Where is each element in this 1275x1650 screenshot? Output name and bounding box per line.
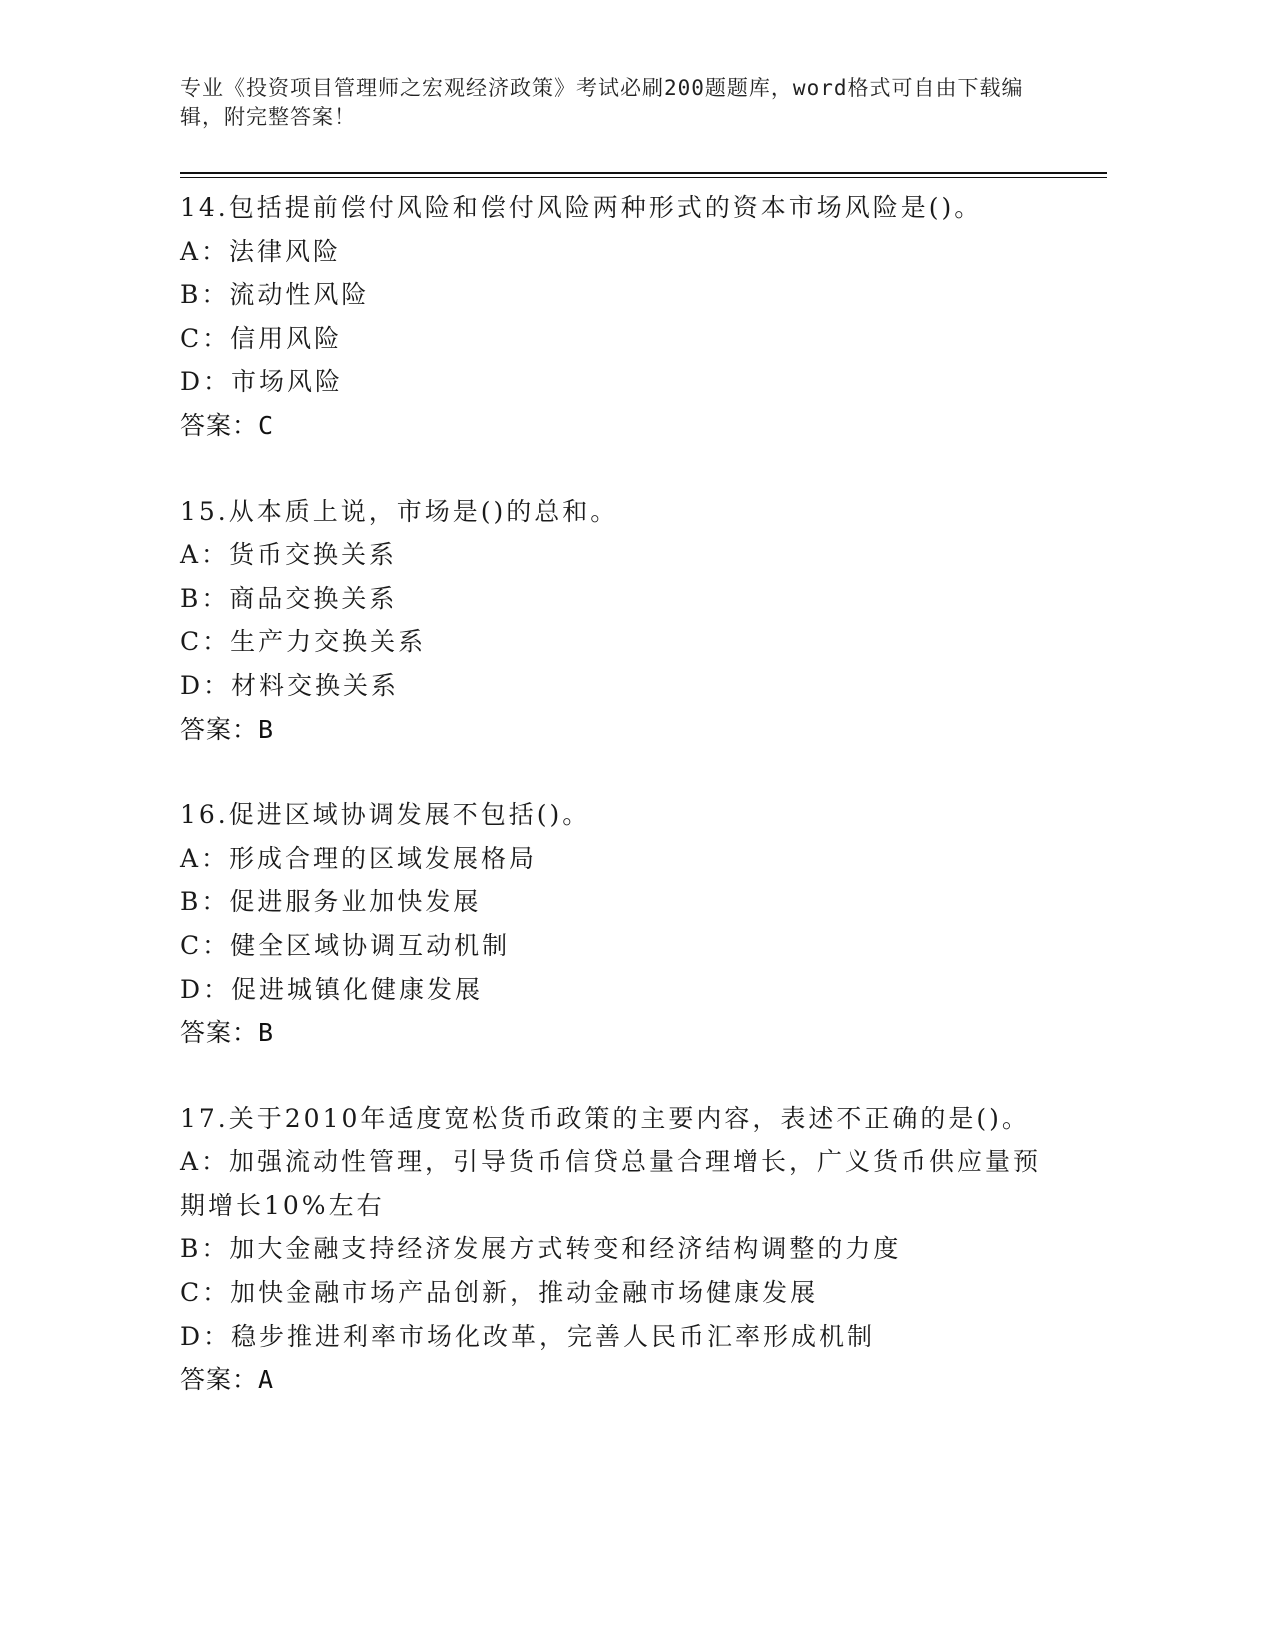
question-stem: 17.关于2010年适度宽松货币政策的主要内容，表述不正确的是()。 bbox=[180, 1103, 1030, 1133]
option-c: C：健全区域协调互动机制 bbox=[180, 930, 511, 960]
option-c: C：信用风险 bbox=[180, 323, 343, 353]
option-d: D：稳步推进利率市场化改革，完善人民币汇率形成机制 bbox=[180, 1321, 876, 1351]
question-14 bbox=[180, 186, 1060, 448]
question-17 bbox=[180, 1097, 1060, 1402]
question-stem: 16.促进区域协调发展不包括()。 bbox=[180, 800, 591, 830]
option-b: B：促进服务业加快发展 bbox=[180, 887, 482, 917]
question-15 bbox=[180, 490, 1060, 752]
document-header: 专业《投资项目管理师之宏观经济政策》考试必刷200题题库，word格式可自由下载编辑，附完整答案！ bbox=[180, 76, 1024, 129]
option-a: A：加强流动性管理，引导货币信贷总量合理增长，广义货币供应量预期增长10%左右 bbox=[180, 1147, 1042, 1220]
option-b: B：商品交换关系 bbox=[180, 583, 398, 613]
question-stem: 15.从本质上说，市场是()的总和。 bbox=[180, 496, 619, 526]
option-d: D：促进城镇化健康发展 bbox=[180, 974, 484, 1004]
option-a: A：法律风险 bbox=[180, 236, 342, 266]
answer-label: 答案：B bbox=[180, 1018, 275, 1048]
option-c: C：加快金融市场产品创新，推动金融市场健康发展 bbox=[180, 1278, 819, 1308]
question-stem: 14.包括提前偿付风险和偿付风险两种形式的资本市场风险是()。 bbox=[180, 193, 983, 222]
option-a: A：形成合理的区域发展格局 bbox=[180, 843, 538, 873]
header-rule-thin bbox=[180, 177, 1107, 178]
header-rule-thick bbox=[180, 172, 1107, 174]
question-16 bbox=[180, 793, 1060, 1055]
question-list bbox=[180, 186, 1060, 1444]
option-b: B：流动性风险 bbox=[180, 280, 370, 310]
answer-label: 答案：B bbox=[180, 714, 275, 744]
option-b: B：加大金融支持经济发展方式转变和经济结构调整的力度 bbox=[180, 1234, 902, 1264]
answer-label: 答案：A bbox=[180, 1365, 275, 1395]
option-d: D：材料交换关系 bbox=[180, 670, 400, 700]
option-c: C：生产力交换关系 bbox=[180, 627, 427, 657]
option-a: A：货币交换关系 bbox=[180, 540, 398, 570]
option-d: D：市场风险 bbox=[180, 367, 344, 397]
answer-label: 答案：C bbox=[180, 410, 275, 440]
